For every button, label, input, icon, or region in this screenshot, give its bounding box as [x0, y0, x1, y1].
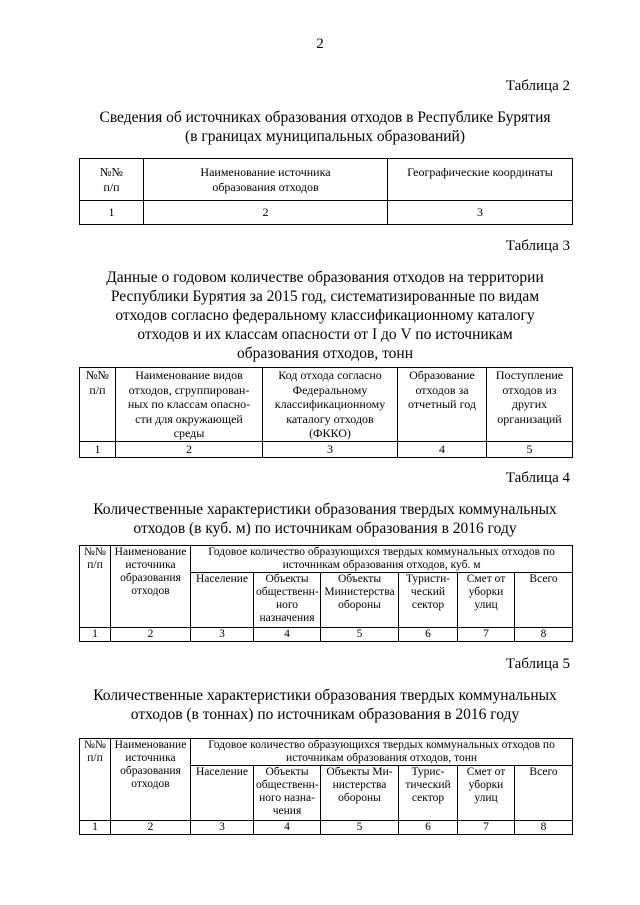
table5-number-cell: 3 [191, 821, 254, 835]
table3-header-cell [263, 368, 398, 442]
table3-header-cell [398, 368, 487, 442]
header-line: других [511, 397, 548, 411]
header-line: ного назна- [259, 792, 315, 804]
title-line: (в границах муниципальных образований) [184, 128, 465, 145]
title-line: Данные о годовом количестве образования отходов на территории [106, 269, 544, 286]
header-line: Объекты [337, 573, 382, 585]
table5-title [60, 686, 590, 724]
table3-header-cell [80, 368, 116, 442]
header-line: улиц [474, 792, 498, 804]
table4-subheader-cell [321, 573, 399, 628]
header-line: уборки [468, 586, 504, 598]
header-line: №№ [84, 739, 106, 751]
header-line: Население [195, 573, 248, 585]
header-line: (ФККО) [309, 426, 351, 440]
title-line: Республики Бурятия за 2015 год, систематизированные по видам [110, 288, 540, 305]
table5-header-cell [80, 739, 111, 821]
table5-subheader-cell [191, 766, 254, 821]
table2-header-cell [80, 159, 144, 201]
header-line: Всего [529, 573, 558, 585]
table5-subheader-cell [254, 766, 321, 821]
header-line: организаций [497, 411, 562, 426]
header-line: Объекты [265, 766, 309, 778]
table4-number-cell: 5 [321, 628, 399, 642]
title-line: отходов (в тоннах) по источникам образования в 2016 году [130, 706, 520, 723]
table5-number-cell: 2 [111, 821, 191, 835]
header-line: классификационному [274, 397, 386, 411]
title-line: отходов согласно федеральному классификационному каталогу [115, 307, 535, 324]
table3-label: Таблица 3 [505, 238, 570, 254]
table4-number-cell: 1 [80, 628, 111, 642]
table3-header-cell [487, 368, 573, 442]
header-line: Смет от [466, 766, 506, 778]
table3-number-cell: 3 [263, 442, 398, 458]
table5-number-cell: 4 [254, 821, 321, 835]
table5-number-cell: 8 [515, 821, 573, 835]
header-line: Смет от [466, 573, 506, 585]
table5-subheader-cell [321, 766, 399, 821]
table4-header-cell [111, 546, 191, 628]
header-line: п/п [87, 752, 103, 764]
table3-title [60, 268, 590, 363]
header-line: Географические координаты [407, 165, 553, 179]
header-line: Годовое количество образующихся твердых коммунальных отходов по [208, 739, 555, 751]
header-line: Население [195, 766, 248, 778]
header-line: общественн- [256, 779, 319, 791]
title-line: Сведения об источниках образования отходов в Республике Бурятия [99, 109, 551, 126]
header-line: п/п [87, 559, 103, 571]
header-line: Всего [529, 766, 558, 778]
header-line: обороны [338, 599, 381, 611]
header-line: Туристи- [405, 573, 451, 585]
table2-label: Таблица 2 [505, 78, 570, 94]
title-line: отходов и их классам опасности от I до V по источникам [137, 326, 513, 343]
header-line: ческий [410, 586, 446, 598]
header-line: Годовое количество образующихся твердых коммунальных отходов по [208, 546, 555, 558]
header-line: отходов из [502, 382, 557, 397]
table5-number-cell: 1 [80, 821, 111, 835]
header-line: отходов, сгруппирован- [128, 382, 250, 397]
header-line: назначения [259, 612, 315, 624]
header-line: отходов [131, 585, 170, 597]
table4 [79, 545, 573, 642]
table4-number-cell: 6 [399, 628, 458, 642]
table5-header-cell [111, 739, 191, 821]
table2-header-cell [144, 159, 388, 201]
header-line: отчетный год [408, 397, 476, 411]
table4-number-cell: 3 [191, 628, 254, 642]
table2-number-cell: 1 [80, 201, 144, 225]
header-line: Наименование [114, 546, 187, 558]
header-line: №№ [100, 164, 123, 179]
table4-subheader-cell [458, 573, 515, 628]
table3 [79, 367, 573, 458]
table5-group-header [191, 739, 573, 766]
table4-subheader-cell [399, 573, 458, 628]
table5-subheader-cell [458, 766, 515, 821]
header-line: среды [173, 426, 205, 440]
header-line: Образование [409, 368, 475, 382]
table4-title [60, 500, 590, 538]
header-line: улиц [474, 599, 498, 611]
header-line: уборки [468, 779, 504, 791]
page-number: 2 [316, 36, 324, 52]
header-line: источникам образования отходов, тонн [286, 752, 477, 764]
header-line: образования [120, 765, 181, 777]
table5-number-cell: 5 [321, 821, 399, 835]
header-line: источника [125, 752, 176, 764]
title-line: Количественные характеристики образования твердых коммунальных [93, 687, 557, 704]
header-line: отходов [131, 778, 170, 790]
table4-subheader-cell [254, 573, 321, 628]
table2-title [60, 108, 590, 146]
header-line: Наименование [114, 739, 187, 751]
table2 [79, 158, 573, 225]
header-line: п/п [89, 382, 106, 397]
table2-number-cell: 3 [388, 201, 573, 225]
table2-number-cell: 2 [144, 201, 388, 225]
header-line: Код отхода согласно [278, 368, 382, 382]
table2-header-cell [388, 159, 573, 201]
table4-number-cell: 4 [254, 628, 321, 642]
header-line: Министерства [324, 586, 395, 598]
header-line: нистерства [332, 779, 387, 791]
header-line: Турис- [411, 766, 445, 778]
table3-number-cell: 4 [398, 442, 487, 458]
table3-number-cell: 5 [487, 442, 573, 458]
header-line: источника [125, 559, 176, 571]
header-line: п/п [103, 179, 120, 194]
table3-number-cell: 1 [80, 442, 116, 458]
table5-subheader-cell [399, 766, 458, 821]
header-line: тический [405, 779, 451, 791]
header-line: №№ [84, 546, 106, 558]
header-line: Федеральному [292, 382, 368, 397]
table4-header-cell [80, 546, 111, 628]
header-line: Наименование источника [200, 164, 331, 179]
table3-header-cell [116, 368, 263, 442]
header-line: ных по классам опасно- [127, 397, 251, 411]
table4-label: Таблица 4 [505, 470, 570, 486]
table5-subheader-cell [515, 766, 573, 821]
table4-number-cell: 8 [515, 628, 573, 642]
title-line: образования отходов, тонн [236, 345, 414, 362]
header-line: сектор [411, 792, 445, 804]
table4-number-cell: 7 [458, 628, 515, 642]
table3-number-cell: 2 [116, 442, 263, 458]
header-line: Объекты Ми- [326, 766, 393, 778]
header-line: №№ [86, 368, 109, 382]
title-line: Количественные характеристики образования твердых коммунальных [93, 501, 557, 518]
header-line: образования [120, 572, 181, 584]
header-line: образования отходов [212, 179, 319, 194]
header-line: отходов за [415, 382, 469, 397]
table5 [79, 738, 573, 835]
header-line: ного [275, 599, 299, 611]
header-line: каталогу отходов [286, 411, 374, 426]
table5-number-cell: 7 [458, 821, 515, 835]
header-line: Наименование видов [135, 368, 243, 382]
header-line: Объекты [265, 573, 309, 585]
header-line: чения [272, 805, 302, 817]
header-line: сти для окружающей [135, 411, 243, 426]
header-line: сектор [411, 599, 445, 611]
table4-subheader-cell [191, 573, 254, 628]
header-line: обороны [338, 792, 381, 804]
table5-number-cell: 6 [399, 821, 458, 835]
table4-subheader-cell [515, 573, 573, 628]
table4-number-cell: 2 [111, 628, 191, 642]
table5-label: Таблица 5 [505, 656, 570, 672]
header-line: общественн- [256, 586, 319, 598]
header-line: Поступление [495, 368, 564, 382]
header-line: источникам образования отходов, куб. м [282, 559, 481, 571]
table4-group-header [191, 546, 573, 573]
title-line: отходов (в куб. м) по источникам образования в 2016 году [133, 520, 517, 537]
